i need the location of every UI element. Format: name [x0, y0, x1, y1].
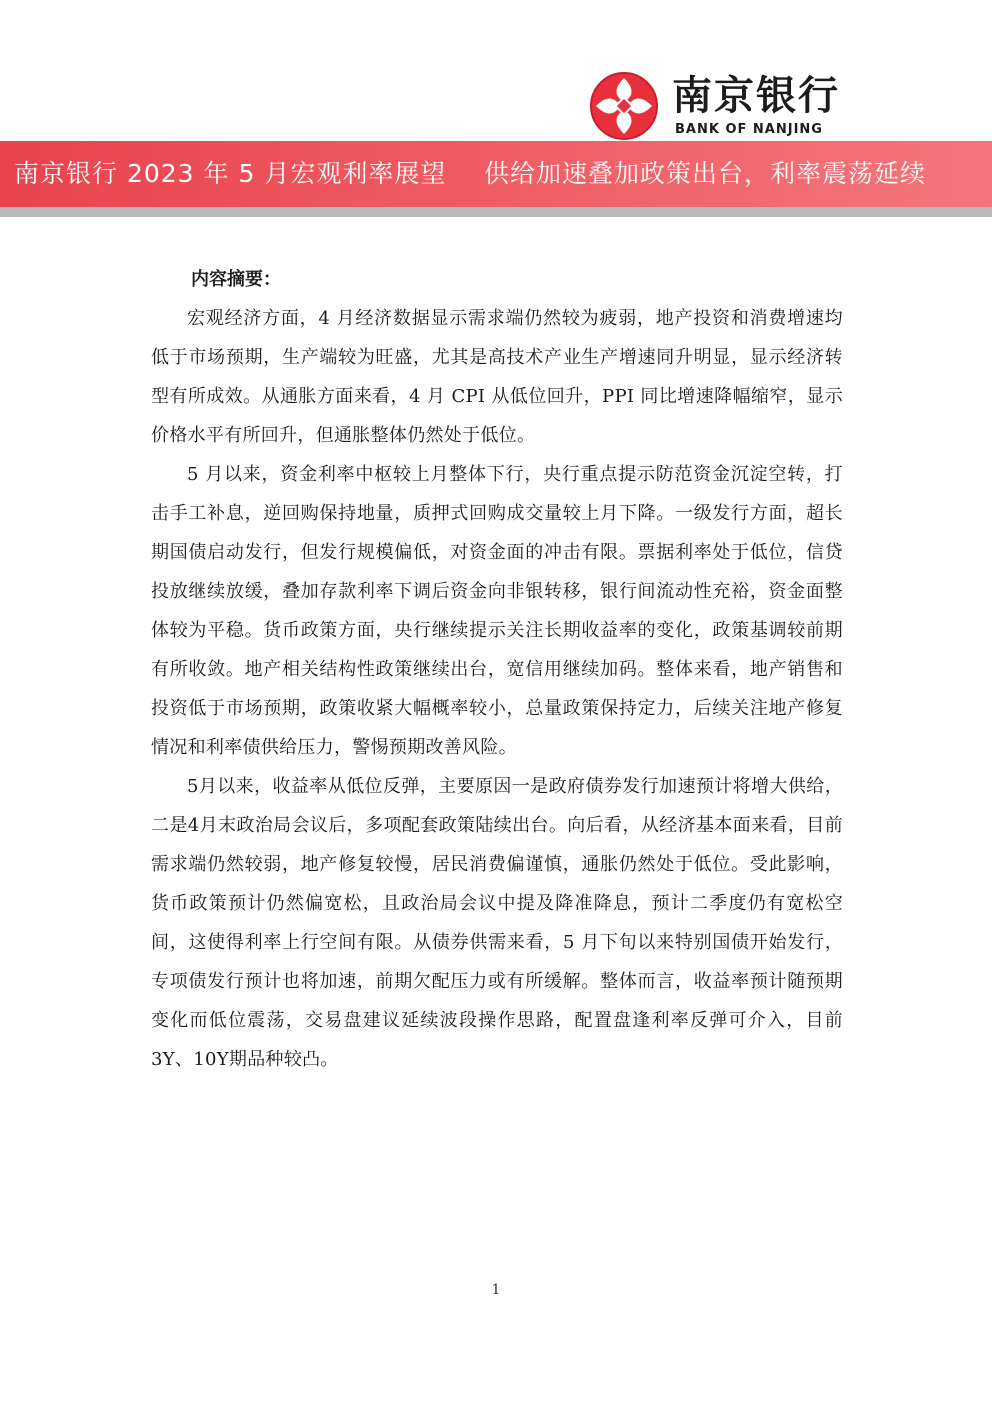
summary-paragraph-liquidity: 5 月以来，资金利率中枢较上月整体下行，央行重点提示防范资金沉淀空转，打击手工补息，逆回购保持地量，质押式回购成交量较上月下降。一级发行方面，超长期国债启动发行，但发行规模偏低，对资金面的冲击有限。票据利率处于低位，信贷投放继续放缓，叠加存款利率下调后资金向非银转移，银行间流动性充裕，资金面整体较为平稳。货币政策方面，央行继续提示关注长期收益率的变化，政策基调较前期有所收敛。地产相关结构性政策继续出台，宽信用继续加码。整体来看，地产销售和投资低于市场预期，政策收紧大幅概率较小，总量政策保持定力，后续关注地产修复情况和利率债供给压力，警惕预期改善风险。	[151, 464, 843, 758]
report-title: 南京银行 2023 年 5 月宏观利率展望	[14, 159, 447, 188]
logo-name-en: BANK OF NANJING	[675, 122, 823, 137]
title-banner	[0, 141, 992, 207]
banner-divider	[0, 207, 992, 217]
summary-heading: 内容摘要：	[191, 269, 281, 290]
logo-name-cn: 南京银行	[672, 73, 840, 119]
page-number: 1	[491, 1282, 501, 1298]
bank-logo-icon	[588, 70, 660, 142]
report-subtitle: 供给加速叠加政策出台，利率震荡延续	[484, 159, 927, 188]
summary-section	[151, 260, 843, 1079]
summary-paragraph-outlook: 5月以来，收益率从低位反弹，主要原因一是政府债券发行加速预计将增大供给，二是4月末政治局会议后，多项配套政策陆续出台。向后看，从经济基本面来看，目前需求端仍然较弱，地产修复较慢，居民消费偏谨慎，通胀仍然处于低位。受此影响，货币政策预计仍然偏宽松，且政治局会议中提及降准降息，预计二季度仍有宽松空间，这使得利率上行空间有限。从债券供需来看，5 月下旬以来特别国债开始发行，专项债发行预计也将加速，前期欠配压力或有所缓解。整体而言，收益率预计随预期变化而低位震荡，交易盘建议延续波段操作思路，配置盘逢利率反弹可介入，目前3Y、10Y期品种较凸。	[151, 776, 843, 1070]
summary-paragraph-macro: 宏观经济方面，4 月经济数据显示需求端仍然较为疲弱，地产投资和消费增速均低于市场预期，生产端较为旺盛，尤其是高技术产业生产增速同升明显，显示经济转型有所成效。从通胀方面来看，4 月 CPI 从低位回升，PPI 同比增速降幅缩窄，显示价格水平有所回升，但通胀整体仍然处于低位。	[151, 308, 843, 446]
bank-logo	[588, 70, 848, 142]
